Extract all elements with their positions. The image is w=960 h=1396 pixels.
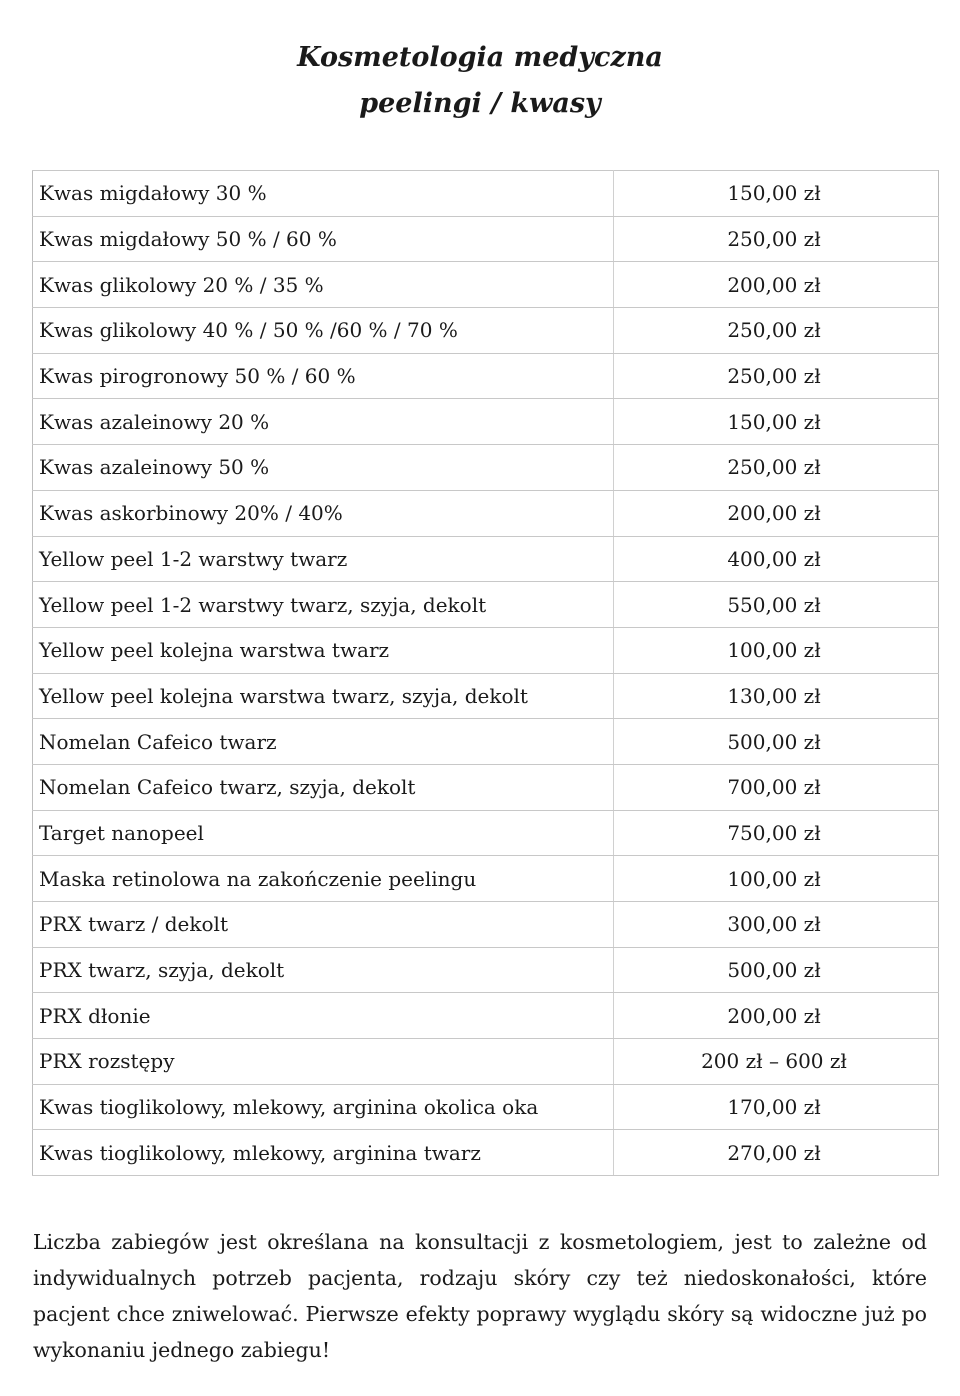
treatment-name: PRX twarz, szyja, dekolt bbox=[33, 947, 614, 993]
table-row bbox=[33, 445, 939, 491]
consultation-note: Liczba zabiegów jest określana na konsultacji z kosmetologiem, jest to zależne od indywidualnych potrzeb pacjenta, rodzaju skóry czy też niedoskonałości, które pacjent chce zniwelować. Pierwsze efekty poprawy wyglądu skóry są widoczne już po wykonaniu jednego zabiegu! bbox=[33, 1230, 927, 1362]
treatment-price: 750,00 zł bbox=[614, 810, 939, 856]
treatment-name: Kwas glikolowy 40 % / 50 % /60 % / 70 % bbox=[33, 308, 614, 354]
treatment-price: 500,00 zł bbox=[614, 947, 939, 993]
treatment-price: 150,00 zł bbox=[614, 399, 939, 445]
table-row bbox=[33, 262, 939, 308]
treatment-name: Yellow peel kolejna warstwa twarz bbox=[33, 627, 614, 673]
treatment-price: 200,00 zł bbox=[614, 262, 939, 308]
table-row bbox=[33, 1130, 939, 1176]
table-row bbox=[33, 764, 939, 810]
table-row bbox=[33, 856, 939, 902]
treatment-price: 250,00 zł bbox=[614, 216, 939, 262]
treatment-price: 270,00 zł bbox=[614, 1130, 939, 1176]
treatment-name: Nomelan Cafeico twarz bbox=[33, 719, 614, 765]
treatment-name: Kwas askorbinowy 20% / 40% bbox=[33, 490, 614, 536]
table-row bbox=[33, 490, 939, 536]
table-row bbox=[33, 582, 939, 628]
table-row bbox=[33, 947, 939, 993]
table-row bbox=[33, 1084, 939, 1130]
treatment-name: Kwas azaleinowy 50 % bbox=[33, 445, 614, 491]
treatment-name: Target nanopeel bbox=[33, 810, 614, 856]
table-row bbox=[33, 536, 939, 582]
table-row bbox=[33, 308, 939, 354]
treatment-price: 200 zł – 600 zł bbox=[614, 1039, 939, 1085]
treatment-price: 200,00 zł bbox=[614, 993, 939, 1039]
page-subtitle: peelingi / kwasy bbox=[359, 88, 601, 119]
treatment-name: Kwas pirogronowy 50 % / 60 % bbox=[33, 353, 614, 399]
treatment-price: 250,00 zł bbox=[614, 308, 939, 354]
table-row bbox=[33, 719, 939, 765]
treatment-price: 150,00 zł bbox=[614, 171, 939, 217]
treatment-name: Yellow peel kolejna warstwa twarz, szyja, dekolt bbox=[33, 673, 614, 719]
treatment-price: 200,00 zł bbox=[614, 490, 939, 536]
page-title: Kosmetologia medyczna bbox=[297, 42, 663, 73]
table-row bbox=[33, 627, 939, 673]
table-row bbox=[33, 171, 939, 217]
price-table-body bbox=[33, 171, 939, 1176]
treatment-price: 500,00 zł bbox=[614, 719, 939, 765]
table-row bbox=[33, 902, 939, 948]
table-row bbox=[33, 810, 939, 856]
treatment-name: Kwas migdałowy 50 % / 60 % bbox=[33, 216, 614, 262]
treatment-name: Maska retinolowa na zakończenie peelingu bbox=[33, 856, 614, 902]
table-row bbox=[33, 1039, 939, 1085]
treatment-price: 130,00 zł bbox=[614, 673, 939, 719]
treatment-name: Kwas tioglikolowy, mlekowy, arginina twarz bbox=[33, 1130, 614, 1176]
treatment-name: Kwas glikolowy 20 % / 35 % bbox=[33, 262, 614, 308]
treatment-name: Nomelan Cafeico twarz, szyja, dekolt bbox=[33, 764, 614, 810]
treatment-name: Kwas azaleinowy 20 % bbox=[33, 399, 614, 445]
treatment-price: 170,00 zł bbox=[614, 1084, 939, 1130]
treatment-name: PRX dłonie bbox=[33, 993, 614, 1039]
table-row bbox=[33, 353, 939, 399]
treatment-price: 300,00 zł bbox=[614, 902, 939, 948]
treatment-name: Kwas migdałowy 30 % bbox=[33, 171, 614, 217]
treatment-name: Kwas tioglikolowy, mlekowy, arginina okolica oka bbox=[33, 1084, 614, 1130]
treatment-price: 250,00 zł bbox=[614, 445, 939, 491]
treatment-price: 550,00 zł bbox=[614, 582, 939, 628]
treatment-price: 400,00 zł bbox=[614, 536, 939, 582]
treatment-name: Yellow peel 1-2 warstwy twarz, szyja, dekolt bbox=[33, 582, 614, 628]
treatment-name: Yellow peel 1-2 warstwy twarz bbox=[33, 536, 614, 582]
treatment-price: 700,00 zł bbox=[614, 764, 939, 810]
price-table bbox=[32, 170, 939, 1176]
table-row bbox=[33, 993, 939, 1039]
table-row bbox=[33, 216, 939, 262]
table-row bbox=[33, 399, 939, 445]
treatment-price: 100,00 zł bbox=[614, 627, 939, 673]
treatment-name: PRX twarz / dekolt bbox=[33, 902, 614, 948]
treatment-name: PRX rozstępy bbox=[33, 1039, 614, 1085]
treatment-price: 250,00 zł bbox=[614, 353, 939, 399]
table-row bbox=[33, 673, 939, 719]
treatment-price: 100,00 zł bbox=[614, 856, 939, 902]
